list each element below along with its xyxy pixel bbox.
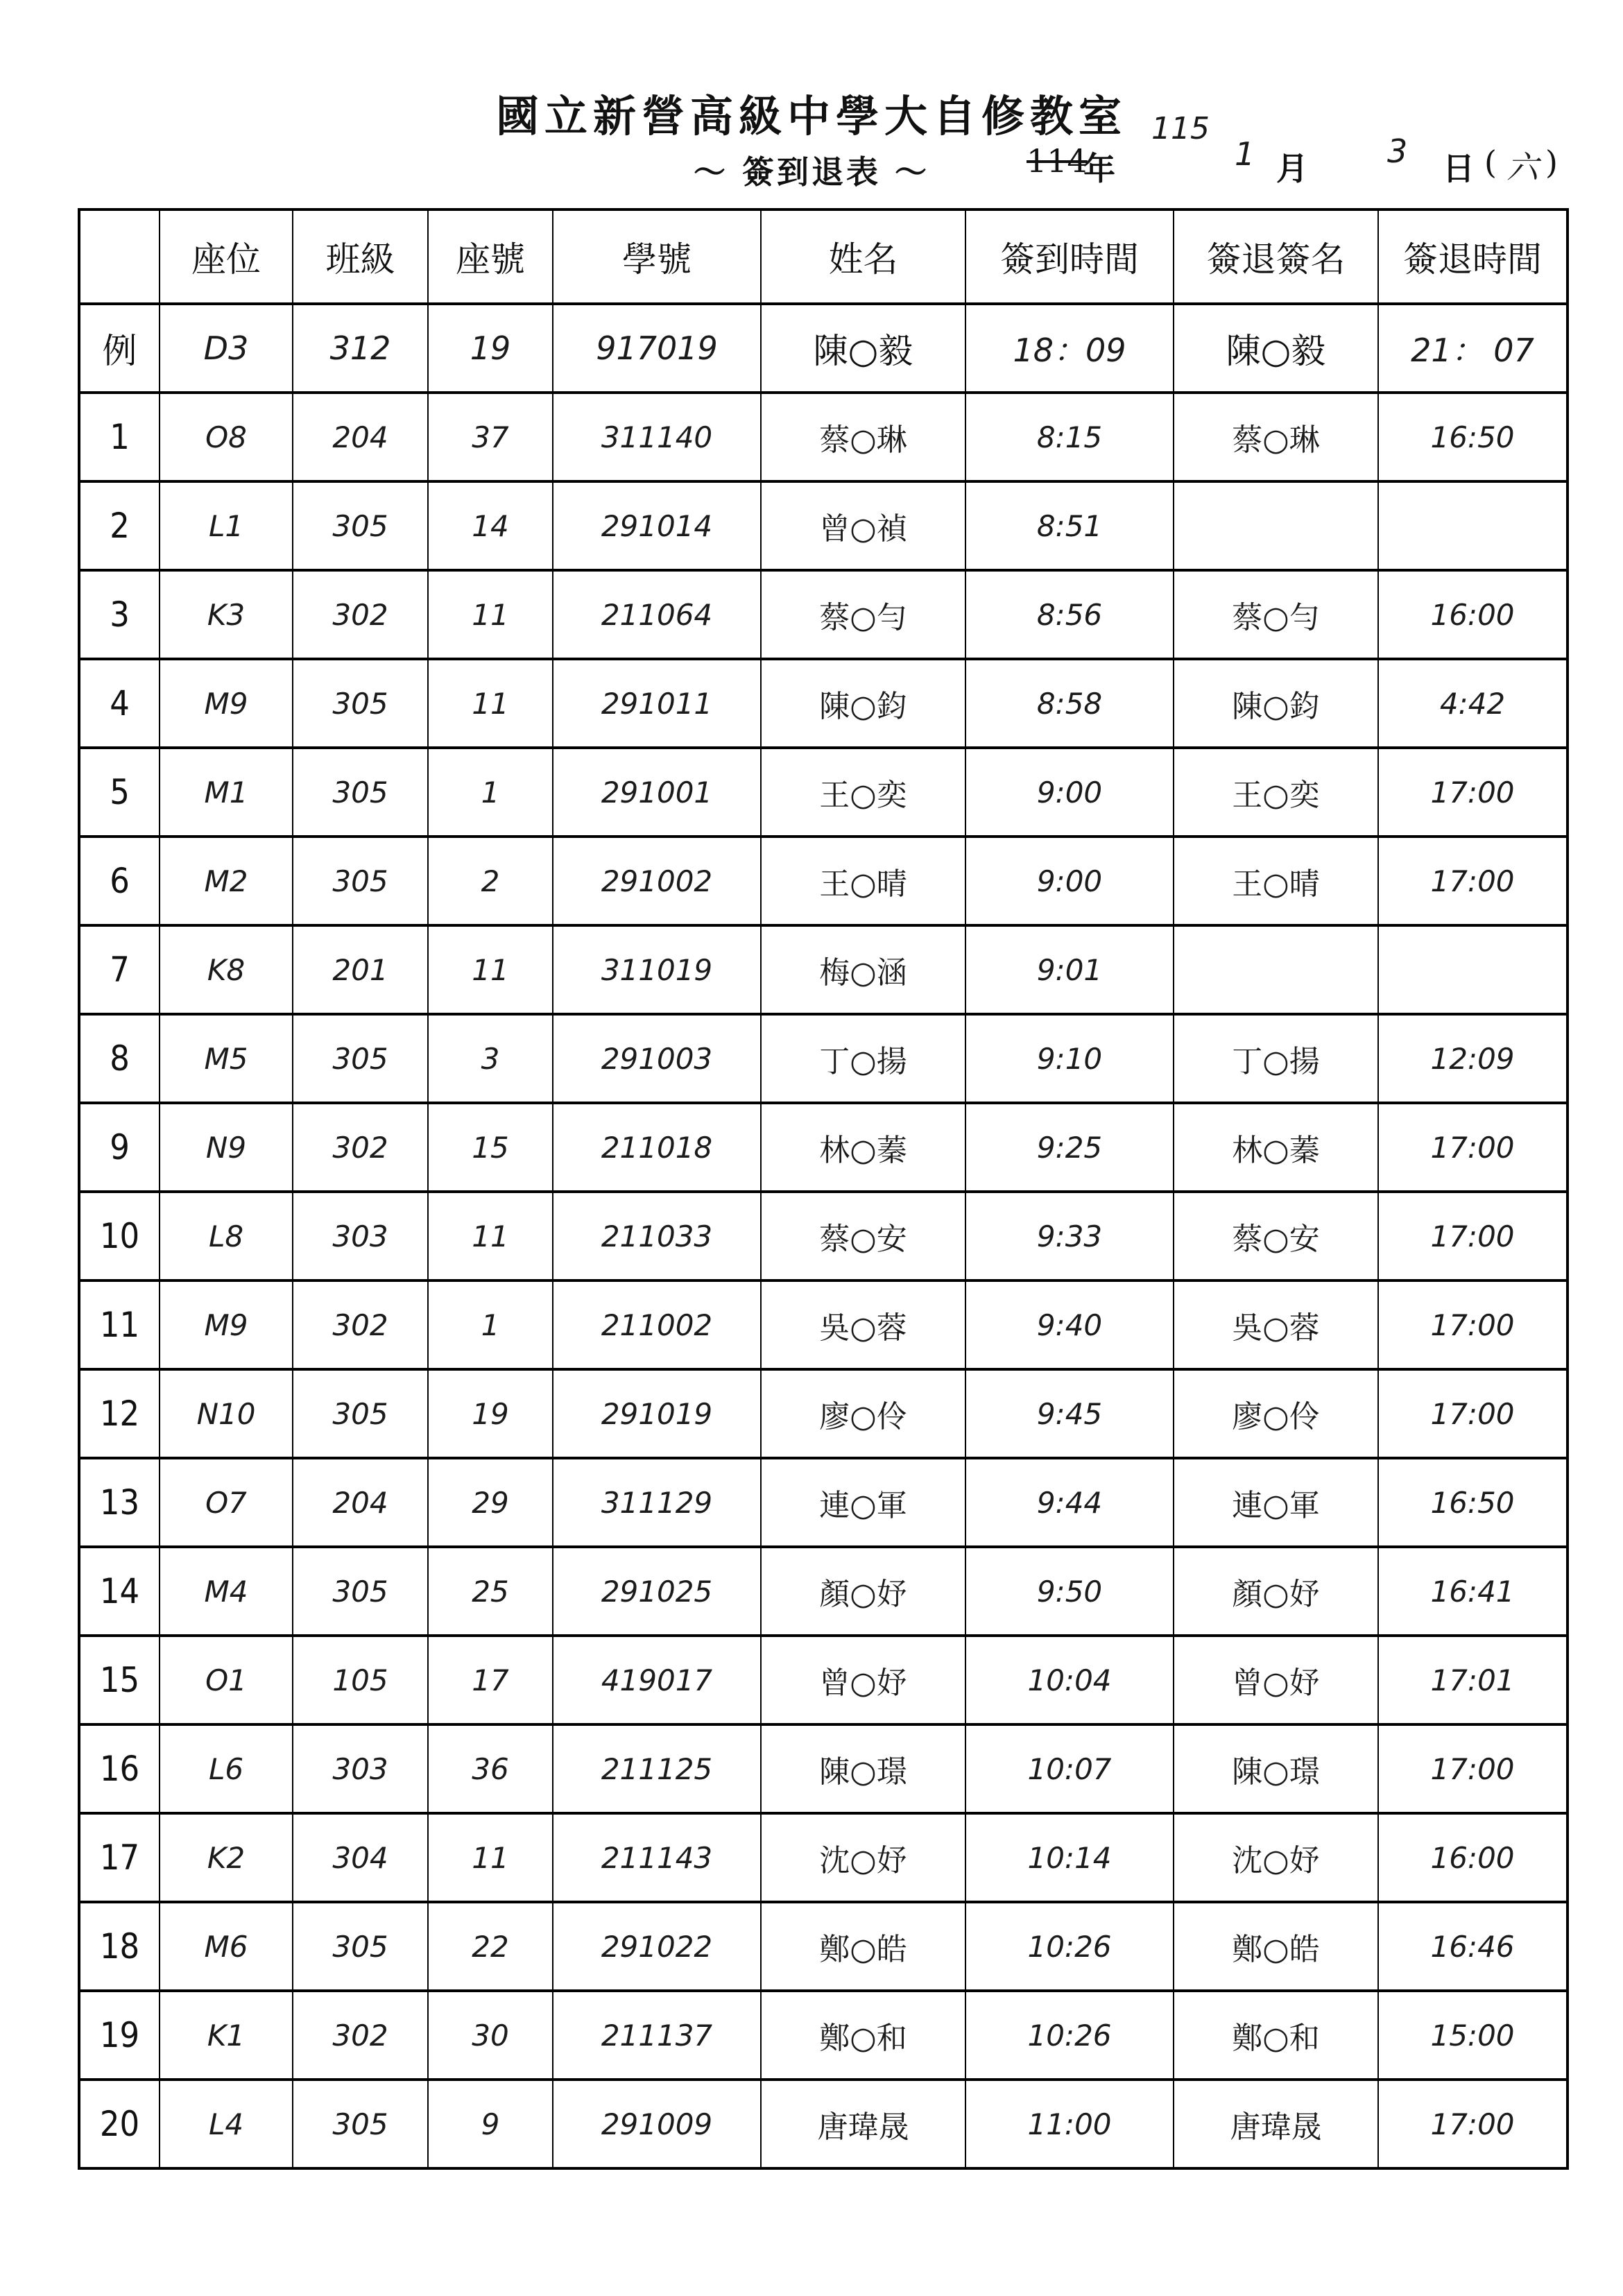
row-sign-out-time[interactable]: 17:00 <box>1378 2080 1568 2168</box>
row-class[interactable]: 204 <box>293 393 428 481</box>
row-index: 13 <box>79 1458 160 1547</box>
row-sign-out-signature[interactable]: 王○晴 <box>1174 837 1378 925</box>
row-name[interactable]: 蔡○安 <box>761 1192 965 1280</box>
table-row <box>79 1991 1568 2080</box>
month-label: 月 <box>1276 150 1308 187</box>
row-class[interactable]: 302 <box>293 570 428 659</box>
row-student-id[interactable]: 291022 <box>553 1902 761 1991</box>
row-index: 12 <box>79 1369 160 1458</box>
row-sign-in-time[interactable]: 9:45 <box>965 1369 1174 1458</box>
row-seat-no[interactable]: 1 <box>428 748 553 837</box>
row-sign-out-time[interactable]: 16:46 <box>1378 1902 1568 1991</box>
row-seat-no[interactable]: 37 <box>428 393 553 481</box>
row-class[interactable]: 305 <box>293 748 428 837</box>
row-name[interactable]: 連○軍 <box>761 1458 965 1547</box>
row-sign-out-signature[interactable]: 吳○蓉 <box>1174 1280 1378 1369</box>
row-sign-in-time[interactable]: 9:33 <box>965 1192 1174 1280</box>
col-header-sign-out-time: 簽退時間 <box>1378 209 1568 304</box>
row-seat-no[interactable]: 29 <box>428 1458 553 1547</box>
row-sign-out-signature[interactable]: 陳○鈞 <box>1174 659 1378 748</box>
row-sign-out-time[interactable]: 17:00 <box>1378 1280 1568 1369</box>
row-class[interactable]: 305 <box>293 659 428 748</box>
weekday-close-paren: ) <box>1545 144 1558 181</box>
row-sign-out-time[interactable]: 17:00 <box>1378 1724 1568 1813</box>
col-header-seat: 座位 <box>160 209 293 304</box>
header-row <box>79 209 1568 304</box>
row-index: 6 <box>79 837 160 925</box>
table-row <box>79 1813 1568 1902</box>
row-sign-out-time[interactable]: 17:00 <box>1378 1369 1568 1458</box>
row-sign-out-time[interactable]: 4:42 <box>1378 659 1568 748</box>
row-seat[interactable]: M6 <box>160 1902 293 1991</box>
row-sign-out-signature[interactable]: 丁○揚 <box>1174 1014 1378 1103</box>
row-class[interactable]: 305 <box>293 1369 428 1458</box>
sign-in-table <box>78 208 1569 2170</box>
row-sign-in-time[interactable]: 10:26 <box>965 1991 1174 2080</box>
row-student-id[interactable]: 211033 <box>553 1192 761 1280</box>
row-sign-out-time[interactable]: 16:50 <box>1378 393 1568 481</box>
col-header-index <box>79 209 160 304</box>
row-sign-in-time[interactable]: 9:00 <box>965 837 1174 925</box>
row-class[interactable]: 305 <box>293 2080 428 2168</box>
row-seat[interactable]: N9 <box>160 1103 293 1192</box>
row-seat-no[interactable]: 36 <box>428 1724 553 1813</box>
row-name[interactable]: 唐瑋晟 <box>761 2080 965 2168</box>
row-name[interactable]: 曾○妤 <box>761 1636 965 1724</box>
row-class[interactable]: 305 <box>293 1014 428 1103</box>
row-sign-in-time[interactable]: 9:25 <box>965 1103 1174 1192</box>
row-name[interactable]: 王○晴 <box>761 837 965 925</box>
row-sign-out-signature[interactable]: 蔡○勻 <box>1174 570 1378 659</box>
row-sign-out-signature[interactable]: 鄭○和 <box>1174 1991 1378 2080</box>
row-sign-out-signature[interactable]: 蔡○琳 <box>1174 393 1378 481</box>
row-sign-out-signature[interactable]: 鄭○皓 <box>1174 1902 1378 1991</box>
row-class[interactable]: 305 <box>293 837 428 925</box>
row-seat[interactable]: K2 <box>160 1813 293 1902</box>
row-class[interactable]: 303 <box>293 1724 428 1813</box>
row-student-id[interactable]: 291025 <box>553 1547 761 1636</box>
row-seat[interactable]: L8 <box>160 1192 293 1280</box>
row-index: 20 <box>79 2080 160 2168</box>
row-sign-out-time[interactable]: 16:41 <box>1378 1547 1568 1636</box>
weekday-open-paren: ( <box>1484 144 1497 181</box>
row-seat-no[interactable]: 14 <box>428 481 553 570</box>
row-student-id[interactable]: 291003 <box>553 1014 761 1103</box>
row-seat-no[interactable]: 30 <box>428 1991 553 2080</box>
year-label: 年 <box>1083 150 1115 187</box>
row-seat[interactable]: O7 <box>160 1458 293 1547</box>
weekday-value: 六 <box>1506 148 1538 186</box>
row-index: 14 <box>79 1547 160 1636</box>
row-sign-out-signature[interactable]: 廖○伶 <box>1174 1369 1378 1458</box>
row-class[interactable]: 304 <box>293 1813 428 1902</box>
row-index: 8 <box>79 1014 160 1103</box>
example-sign-out-name: 陳○毅 <box>1174 304 1378 393</box>
row-index: 16 <box>79 1724 160 1813</box>
row-name[interactable]: 顏○妤 <box>761 1547 965 1636</box>
col-header-class: 班級 <box>293 209 428 304</box>
row-sign-out-time[interactable]: 15:00 <box>1378 1991 1568 2080</box>
row-seat-no[interactable]: 11 <box>428 925 553 1014</box>
row-seat[interactable]: L1 <box>160 481 293 570</box>
example-class: 312 <box>293 304 428 393</box>
row-sign-in-time[interactable]: 10:26 <box>965 1902 1174 1991</box>
row-sign-in-time[interactable]: 10:14 <box>965 1813 1174 1902</box>
row-student-id[interactable]: 211125 <box>553 1724 761 1813</box>
row-index: 4 <box>79 659 160 748</box>
table-row <box>79 481 1568 570</box>
table-row <box>79 1369 1568 1458</box>
row-student-id[interactable]: 211002 <box>553 1280 761 1369</box>
row-sign-out-signature[interactable]: 曾○妤 <box>1174 1636 1378 1724</box>
row-name[interactable]: 王○奕 <box>761 748 965 837</box>
row-name[interactable]: 曾○禎 <box>761 481 965 570</box>
row-student-id[interactable]: 311140 <box>553 393 761 481</box>
row-seat-no[interactable]: 11 <box>428 570 553 659</box>
table-row <box>79 748 1568 837</box>
row-index: 15 <box>79 1636 160 1724</box>
row-class[interactable]: 302 <box>293 1103 428 1192</box>
row-sign-in-time[interactable]: 9:01 <box>965 925 1174 1014</box>
row-sign-out-time[interactable]: 16:00 <box>1378 1813 1568 1902</box>
row-name[interactable]: 林○蓁 <box>761 1103 965 1192</box>
row-sign-out-time[interactable]: 17:00 <box>1378 748 1568 837</box>
row-sign-out-signature[interactable]: 蔡○安 <box>1174 1192 1378 1280</box>
table-row <box>79 1014 1568 1103</box>
col-header-student-id: 學號 <box>553 209 761 304</box>
table-row <box>79 1724 1568 1813</box>
day-value: 3 <box>1387 132 1408 170</box>
row-seat-no[interactable]: 25 <box>428 1547 553 1636</box>
row-sign-out-time[interactable] <box>1378 481 1568 570</box>
year-printed-struck: 114 <box>1027 142 1088 180</box>
date-line <box>1027 132 1568 198</box>
row-student-id[interactable]: 211143 <box>553 1813 761 1902</box>
row-index: 19 <box>79 1991 160 2080</box>
row-sign-out-time[interactable]: 17:00 <box>1378 1192 1568 1280</box>
form-subtitle: ～ 簽到退表 ～ <box>694 153 930 191</box>
example-name: 陳○毅 <box>761 304 965 393</box>
table-row <box>79 837 1568 925</box>
row-seat-no[interactable]: 15 <box>428 1103 553 1192</box>
row-seat-no[interactable]: 9 <box>428 2080 553 2168</box>
row-seat-no[interactable]: 11 <box>428 1192 553 1280</box>
row-seat-no[interactable]: 2 <box>428 837 553 925</box>
row-sign-in-time[interactable]: 8:56 <box>965 570 1174 659</box>
row-seat-no[interactable]: 11 <box>428 1813 553 1902</box>
year-handwritten: 115 <box>1151 111 1210 146</box>
table-row <box>79 393 1568 481</box>
row-sign-out-signature[interactable]: 連○軍 <box>1174 1458 1378 1547</box>
col-header-sign-out-signature: 簽退簽名 <box>1174 209 1378 304</box>
row-sign-in-time[interactable]: 8:51 <box>965 481 1174 570</box>
row-student-id[interactable]: 291014 <box>553 481 761 570</box>
row-sign-out-time[interactable]: 17:00 <box>1378 837 1568 925</box>
row-sign-in-time[interactable]: 8:15 <box>965 393 1174 481</box>
row-sign-out-time[interactable]: 12:09 <box>1378 1014 1568 1103</box>
row-seat[interactable]: M9 <box>160 659 293 748</box>
example-sign-out: 21： 07 <box>1378 304 1568 393</box>
row-student-id[interactable]: 291002 <box>553 837 761 925</box>
row-sign-out-signature[interactable]: 唐瑋晟 <box>1174 2080 1378 2168</box>
row-seat[interactable]: M5 <box>160 1014 293 1103</box>
table-row <box>79 1547 1568 1636</box>
row-student-id[interactable]: 311129 <box>553 1458 761 1547</box>
row-student-id[interactable]: 311019 <box>553 925 761 1014</box>
row-name[interactable]: 沈○妤 <box>761 1813 965 1902</box>
col-header-name: 姓名 <box>761 209 965 304</box>
row-seat[interactable]: M2 <box>160 837 293 925</box>
row-class[interactable]: 305 <box>293 1902 428 1991</box>
row-sign-out-time[interactable]: 16:00 <box>1378 570 1568 659</box>
row-sign-in-time[interactable]: 9:50 <box>965 1547 1174 1636</box>
row-sign-in-time[interactable]: 8:58 <box>965 659 1174 748</box>
row-sign-out-signature[interactable]: 陳○璟 <box>1174 1724 1378 1813</box>
row-name[interactable]: 陳○璟 <box>761 1724 965 1813</box>
row-sign-out-signature[interactable]: 沈○妤 <box>1174 1813 1378 1902</box>
row-index: 7 <box>79 925 160 1014</box>
row-name[interactable]: 陳○鈞 <box>761 659 965 748</box>
row-seat[interactable]: M4 <box>160 1547 293 1636</box>
col-header-sign-in-time: 簽到時間 <box>965 209 1174 304</box>
row-student-id[interactable]: 291019 <box>553 1369 761 1458</box>
row-seat[interactable]: K8 <box>160 925 293 1014</box>
row-seat[interactable]: O1 <box>160 1636 293 1724</box>
row-name[interactable]: 鄭○皓 <box>761 1902 965 1991</box>
row-student-id[interactable]: 419017 <box>553 1636 761 1724</box>
row-student-id[interactable]: 291011 <box>553 659 761 748</box>
table-row <box>79 1103 1568 1192</box>
row-student-id[interactable]: 211018 <box>553 1103 761 1192</box>
row-class[interactable]: 302 <box>293 1991 428 2080</box>
row-index: 2 <box>79 481 160 570</box>
day-label: 日 <box>1443 150 1475 187</box>
row-index: 17 <box>79 1813 160 1902</box>
row-sign-out-time[interactable]: 17:01 <box>1378 1636 1568 1724</box>
table-row <box>79 570 1568 659</box>
row-name[interactable]: 廖○伶 <box>761 1369 965 1458</box>
row-sign-out-signature[interactable] <box>1174 925 1378 1014</box>
row-class[interactable]: 204 <box>293 1458 428 1547</box>
col-header-seat-no: 座號 <box>428 209 553 304</box>
row-sign-in-time[interactable]: 11:00 <box>965 2080 1174 2168</box>
row-seat[interactable]: N10 <box>160 1369 293 1458</box>
row-index: 9 <box>79 1103 160 1192</box>
row-seat-no[interactable]: 19 <box>428 1369 553 1458</box>
row-seat[interactable]: M9 <box>160 1280 293 1369</box>
row-student-id[interactable]: 291009 <box>553 2080 761 2168</box>
row-index: 10 <box>79 1192 160 1280</box>
example-seat-no: 19 <box>428 304 553 393</box>
table-row <box>79 1280 1568 1369</box>
row-name[interactable]: 蔡○琳 <box>761 393 965 481</box>
row-sign-out-signature[interactable]: 顏○妤 <box>1174 1547 1378 1636</box>
row-sign-in-time[interactable]: 9:40 <box>965 1280 1174 1369</box>
row-sign-in-time[interactable]: 9:44 <box>965 1458 1174 1547</box>
row-seat[interactable]: O8 <box>160 393 293 481</box>
row-seat[interactable]: L6 <box>160 1724 293 1813</box>
row-seat-no[interactable]: 17 <box>428 1636 553 1724</box>
table-row <box>79 1458 1568 1547</box>
row-class[interactable]: 305 <box>293 1547 428 1636</box>
row-index: 1 <box>79 393 160 481</box>
row-class[interactable]: 105 <box>293 1636 428 1724</box>
row-seat-no[interactable]: 3 <box>428 1014 553 1103</box>
row-sign-in-time[interactable]: 10:07 <box>965 1724 1174 1813</box>
example-seat: D3 <box>160 304 293 393</box>
row-class[interactable]: 201 <box>293 925 428 1014</box>
row-sign-out-time[interactable] <box>1378 925 1568 1014</box>
row-seat-no[interactable]: 22 <box>428 1902 553 1991</box>
row-name[interactable]: 鄭○和 <box>761 1991 965 2080</box>
row-name[interactable]: 梅○涵 <box>761 925 965 1014</box>
row-student-id[interactable]: 291001 <box>553 748 761 837</box>
row-sign-out-time[interactable]: 17:00 <box>1378 1103 1568 1192</box>
row-student-id[interactable]: 211064 <box>553 570 761 659</box>
row-sign-out-signature[interactable]: 林○蓁 <box>1174 1103 1378 1192</box>
row-sign-out-signature[interactable]: 王○奕 <box>1174 748 1378 837</box>
table-row <box>79 1902 1568 1991</box>
table-row <box>79 659 1568 748</box>
row-name[interactable]: 吳○蓉 <box>761 1280 965 1369</box>
example-student-id: 917019 <box>553 304 761 393</box>
example-index: 例 <box>79 304 160 393</box>
row-index: 18 <box>79 1902 160 1991</box>
row-seat[interactable]: M1 <box>160 748 293 837</box>
row-name[interactable]: 蔡○勻 <box>761 570 965 659</box>
row-sign-out-signature[interactable] <box>1174 481 1378 570</box>
row-student-id[interactable]: 211137 <box>553 1991 761 2080</box>
table-row <box>79 1636 1568 1724</box>
row-class[interactable]: 303 <box>293 1192 428 1280</box>
table-row <box>79 1192 1568 1280</box>
row-seat-no[interactable]: 1 <box>428 1280 553 1369</box>
month-value: 1 <box>1235 135 1255 173</box>
row-seat[interactable]: L4 <box>160 2080 293 2168</box>
row-sign-out-time[interactable]: 16:50 <box>1378 1458 1568 1547</box>
row-index: 11 <box>79 1280 160 1369</box>
row-sign-in-time[interactable]: 9:00 <box>965 748 1174 837</box>
row-sign-in-time[interactable]: 9:10 <box>965 1014 1174 1103</box>
example-sign-in: 18：09 <box>965 304 1174 393</box>
row-seat[interactable]: K3 <box>160 570 293 659</box>
example-row <box>79 304 1568 393</box>
row-seat-no[interactable]: 11 <box>428 659 553 748</box>
row-seat[interactable]: K1 <box>160 1991 293 2080</box>
row-class[interactable]: 302 <box>293 1280 428 1369</box>
table-row <box>79 2080 1568 2168</box>
row-index: 5 <box>79 748 160 837</box>
table-row <box>79 925 1568 1014</box>
page-title: 國立新營高級中學大自修教室 <box>495 91 1127 142</box>
row-name[interactable]: 丁○揚 <box>761 1014 965 1103</box>
row-class[interactable]: 305 <box>293 481 428 570</box>
row-sign-in-time[interactable]: 10:04 <box>965 1636 1174 1724</box>
row-index: 3 <box>79 570 160 659</box>
